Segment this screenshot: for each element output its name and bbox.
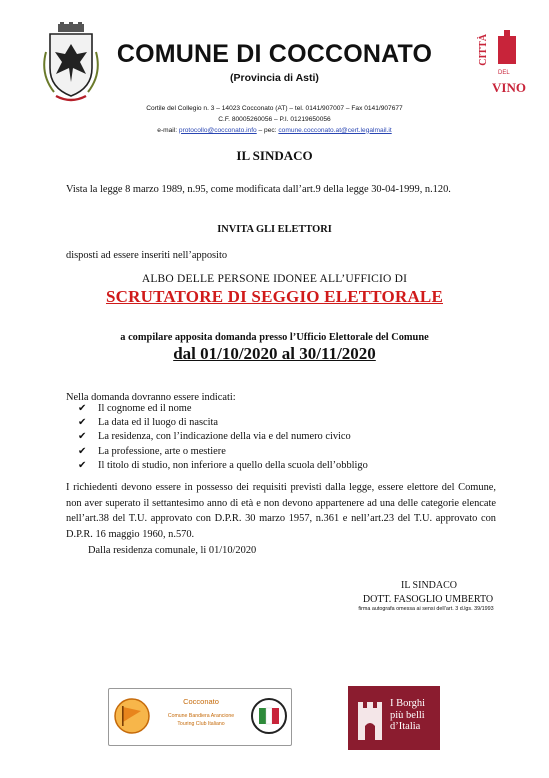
- checkmark-icon: ✔: [78, 445, 87, 457]
- list-item-text: Il cognome ed il nome: [98, 403, 192, 414]
- bandiera-line2: Touring Club Italiano: [177, 721, 225, 727]
- email-label: e-mail:: [157, 126, 179, 134]
- signature-title: IL SINDACO: [400, 580, 457, 591]
- borghi-piu-belli-badge: [348, 686, 440, 750]
- email-line: [0, 126, 549, 137]
- scrutatore-heading: SCRUTATORE DI SEGGIO ELETTORALE: [105, 287, 443, 306]
- borghi-line1: I Borghi: [390, 698, 426, 709]
- pec-link[interactable]: comune.cocconato.at@cert.legalmail.it: [278, 126, 392, 134]
- list-intro: Nella domanda dovranno essere indicati:: [66, 392, 236, 403]
- pec-label: – pec:: [256, 126, 279, 134]
- list-item-text: Il titolo di studio, non inferiore a quello della scuola dell’obbligo: [98, 459, 368, 471]
- checkmark-icon: ✔: [78, 459, 87, 471]
- date-line: Dalla residenza comunale, li 01/10/2020: [88, 545, 257, 556]
- requirements-list: [78, 402, 368, 473]
- disposti-text: disposti ad essere inseriti nell’apposito: [66, 250, 228, 261]
- checkmark-icon: ✔: [78, 417, 87, 429]
- orange-flag-icon: [114, 698, 150, 734]
- borghi-text: [390, 698, 425, 733]
- citta-word: CITTÀ: [478, 34, 489, 66]
- tax-line: C.F. 80005260056 – P.I. 01219650056: [218, 115, 331, 123]
- email-link[interactable]: protocollo@cocconato.info: [178, 126, 257, 134]
- borghi-line3: d’Italia: [390, 721, 421, 732]
- compilare-text: a compilare apposita domanda presso l’Ufficio Elettorale del Comune: [120, 332, 429, 343]
- bandiera-town: Cocconato: [183, 697, 219, 706]
- signature-note: firma autografa omessa ai sensi dell’art. 3 d.lgs. 39/1993: [358, 606, 494, 612]
- list-item: [78, 445, 368, 459]
- list-item-text: La data ed il luogo di nascita: [98, 417, 219, 429]
- page-title: COMUNE DI COCCONATO: [116, 40, 433, 68]
- contact-block: [0, 104, 549, 136]
- list-item: [78, 416, 368, 430]
- bandiera-arancione-badge: [108, 688, 292, 746]
- list-item: [78, 430, 368, 444]
- heading-sindaco: IL SINDACO: [236, 148, 313, 163]
- borghi-line2: più belli: [390, 709, 425, 721]
- address-line: Cortile del Collegio n. 3 – 14023 Cocconato (AT) – tel. 0141/907007 – Fax 0141/907677: [146, 105, 403, 112]
- list-item-text: La professione, arte o mestiere: [98, 445, 226, 457]
- invita-heading: INVITA GLI ELETTORI: [217, 224, 332, 235]
- citta-del-vino-logo: [476, 30, 524, 102]
- period-dates: dal 01/10/2020 al 30/11/2020: [173, 344, 376, 363]
- vino-word: VINO: [492, 80, 526, 95]
- page-subtitle: (Provincia di Asti): [230, 72, 319, 84]
- requirements-paragraph: I richiedenti devono essere in possesso dei requisiti previsti dalla legge, essere elettore del Comune, non aver superato il settantesimo anno di età e non devono appartenere ad una delle categorie elencate nell’art.38 del T.U. approvato con D.P.R. 30 marzo 1957, n.361 e nell’art.23 del T.U. approvato con D.P.R. 16 maggio 1960, n.570.: [66, 482, 496, 540]
- checkmark-icon: ✔: [78, 403, 87, 414]
- list-item: [78, 402, 368, 416]
- premise-paragraph: Vista la legge 8 marzo 1989, n.95, come modificata dall’art.9 della legge 30-04-1999, n.120.: [66, 184, 451, 195]
- albo-heading: ALBO DELLE PERSONE IDONEE ALL’UFFICIO DI: [141, 273, 408, 285]
- list-item: [78, 459, 368, 473]
- del-word: DEL: [498, 70, 510, 76]
- castle-tower-icon: [354, 694, 386, 742]
- bandiera-line1: Comune Bandiera Arancione: [167, 713, 235, 719]
- touring-club-icon: [251, 698, 287, 734]
- list-item-text: La residenza, con l’indicazione della via e del numero civico: [98, 431, 351, 443]
- bandiera-text: [153, 697, 249, 728]
- signature-name: DOTT. FASOGLIO UMBERTO: [362, 594, 494, 605]
- checkmark-icon: ✔: [78, 431, 87, 443]
